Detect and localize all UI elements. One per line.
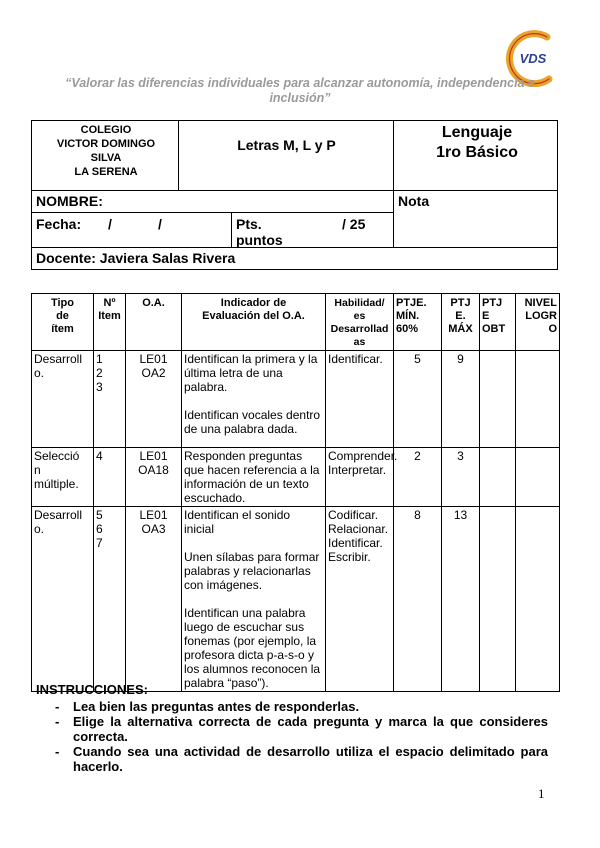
habilidad-cell <box>326 448 398 507</box>
table-row <box>32 351 560 448</box>
cell-text: Relacionar. <box>328 522 389 536</box>
header-text: MÁX <box>448 323 473 335</box>
header-text: OBT <box>482 323 506 335</box>
header-text: Tipo <box>50 297 74 309</box>
header-text: as <box>353 336 366 348</box>
obtained-score-cell <box>480 351 516 448</box>
test-title: Letras M, L y P <box>237 137 336 153</box>
header-text: es <box>353 310 366 322</box>
level-cell <box>516 507 560 692</box>
obtained-score-cell <box>480 507 516 692</box>
cell-text: 3 <box>96 380 103 394</box>
cell-text: 1 <box>96 352 103 366</box>
instruction-item: - Lea bien las preguntas antes de responderlas. <box>55 699 360 714</box>
school-line: VICTOR DOMINGO <box>56 138 156 150</box>
header-text: Evaluación del O.A. <box>202 310 305 322</box>
cell-text: Comprender. <box>328 449 398 463</box>
item-cell <box>94 507 126 692</box>
indicador-cell <box>182 351 326 448</box>
cell-text: 7 <box>96 536 103 550</box>
item-cell <box>94 351 126 448</box>
nombre-label: NOMBRE: <box>36 193 103 209</box>
fecha-label: Fecha: <box>36 216 82 232</box>
cell-text: Identifican una palabra luego de escuchar sus fonemas (por ejemplo, la profesora dicta p-a-s-o y los alumnos reconocen la palabra “paso”). <box>184 606 321 690</box>
header-text: Nº <box>103 297 116 309</box>
header-text: Item <box>98 310 121 322</box>
cell-text: Identifican el sonido inicial <box>184 508 291 536</box>
school-line: COLEGIO <box>80 124 132 136</box>
divider <box>31 247 558 248</box>
cell-text: Desarroll <box>34 508 83 522</box>
table-header-row <box>32 294 560 351</box>
table-row <box>32 448 560 507</box>
instruction-item: - Cuando sea una actividad de desarrollo utiliza el espacio delimitado para hacerlo. <box>55 744 548 774</box>
header-text: PTJ <box>482 297 503 309</box>
level-cell <box>516 351 560 448</box>
header-text: E. <box>455 310 466 322</box>
cell-text: Escribir. <box>328 550 371 564</box>
grade-level: 1ro Básico <box>436 144 518 161</box>
header-text: PTJ <box>450 297 471 309</box>
header-text: 60% <box>396 323 419 335</box>
column-header <box>394 294 442 351</box>
header-text: O <box>548 323 557 335</box>
max-score-cell: 9 <box>442 351 480 448</box>
cell-text: Identificar. <box>328 352 383 366</box>
fecha-slash: / <box>108 216 112 232</box>
cell-text: Identifican la primera y la última letra de una palabra. <box>184 352 318 394</box>
cell-text: 5 <box>96 508 103 522</box>
habilidad-cell <box>326 507 394 692</box>
tipo-cell <box>32 351 94 448</box>
header-text: de <box>56 310 69 322</box>
cell-text: LE01 <box>139 449 168 463</box>
max-score-cell: 3 <box>442 448 480 507</box>
divider <box>31 190 558 191</box>
header-text: ítem <box>51 323 74 335</box>
column-header <box>182 294 326 351</box>
oa-cell <box>126 507 182 692</box>
header-text: LOGR <box>525 310 557 322</box>
header-text: NIVEL <box>524 297 557 309</box>
cell-text: 4 <box>96 449 103 463</box>
pts-unit: puntos <box>236 232 283 248</box>
header-text: PTJE. <box>396 297 427 309</box>
cell-text: Unen sílabas para formar palabras y relacionarlas con imágenes. <box>184 550 320 592</box>
cell-text: LE01 <box>139 508 168 522</box>
column-header <box>480 294 516 351</box>
instruction-text: Elige la alternativa correcta de cada pregunta y marca la que consideres correcta. <box>73 714 548 744</box>
min-score-cell: 8 <box>394 507 442 692</box>
tipo-cell <box>32 507 94 692</box>
header-text: Indicador de <box>220 297 287 309</box>
instruction-text: Lea bien las preguntas antes de responderlas. <box>73 699 360 714</box>
level-cell <box>516 448 560 507</box>
divider <box>31 212 394 213</box>
logo-text: VDS <box>519 51 547 66</box>
cell-text: LE01 <box>139 352 168 366</box>
school-motto: “Valorar las diferencias individuales para alcanzar autonomía, independencia e inclusión” <box>65 76 535 105</box>
nota-label: Nota <box>398 193 430 209</box>
divider <box>178 120 179 190</box>
cell-text: o. <box>34 366 45 380</box>
column-header <box>32 294 94 351</box>
evaluation-table <box>31 293 560 692</box>
habilidad-cell <box>326 351 394 448</box>
item-cell <box>94 448 126 507</box>
column-header <box>516 294 560 351</box>
table-row <box>32 507 560 692</box>
cell-text: Selecció <box>34 449 80 463</box>
column-header <box>94 294 126 351</box>
fecha-slash: / <box>158 216 162 232</box>
cell-text: Codificar. <box>328 508 379 522</box>
indicador-cell <box>182 448 326 507</box>
column-header <box>326 294 394 351</box>
header-text: Habilidad/ <box>334 297 385 309</box>
min-score-cell: 2 <box>394 448 442 507</box>
cell-text: Interpretar. <box>328 463 387 477</box>
instructions-list <box>36 699 548 774</box>
subject-name: Lenguaje <box>441 124 513 141</box>
cell-text: 2 <box>96 366 103 380</box>
obtained-score-cell <box>480 448 516 507</box>
cell-text: Identificar. <box>328 536 383 550</box>
tipo-cell <box>32 448 94 507</box>
header-text: MÍN. <box>396 310 420 322</box>
divider <box>393 120 394 248</box>
oa-cell <box>126 351 182 448</box>
instructions <box>36 682 548 774</box>
school-name <box>34 123 178 179</box>
cell-text: OA18 <box>138 463 169 477</box>
subject-block <box>396 123 558 163</box>
cell-text: 6 <box>96 522 103 536</box>
page-number: 1 <box>538 786 545 801</box>
header-text: Desarrollad <box>330 323 389 335</box>
cell-text: n <box>34 463 41 477</box>
cell-text: OA3 <box>141 522 166 536</box>
header-text: E <box>482 310 490 322</box>
school-line: LA SERENA <box>74 166 138 178</box>
pts-label: Pts. <box>236 216 262 232</box>
column-header <box>126 294 182 351</box>
cell-text: o. <box>34 522 45 536</box>
instructions-title: INSTRUCCIONES: <box>36 682 148 697</box>
instruction-text: Cuando sea una actividad de desarrollo utiliza el espacio delimitado para hacerlo. <box>73 744 548 774</box>
oa-cell <box>126 448 182 507</box>
pts-total: / 25 <box>342 216 366 232</box>
max-score-cell: 13 <box>442 507 480 692</box>
column-header <box>442 294 480 351</box>
divider <box>231 212 232 248</box>
cell-text: Responden preguntas que hacen referencia a la información de un texto escuchado. <box>184 449 320 505</box>
min-score-cell: 5 <box>394 351 442 448</box>
instruction-item: - Elige la alternativa correcta de cada pregunta y marca la que consideres correcta. <box>55 714 548 744</box>
cell-text: Identifican vocales dentro de una palabra dada. <box>184 408 321 436</box>
cell-text: Desarroll <box>34 352 83 366</box>
cell-text: OA2 <box>141 366 166 380</box>
header-text: O.A. <box>142 297 165 309</box>
cell-text: múltiple. <box>34 477 79 491</box>
indicador-cell <box>182 507 326 692</box>
school-line: SILVA <box>90 152 122 164</box>
docente-label: Docente: Javiera Salas Rivera <box>36 250 236 266</box>
